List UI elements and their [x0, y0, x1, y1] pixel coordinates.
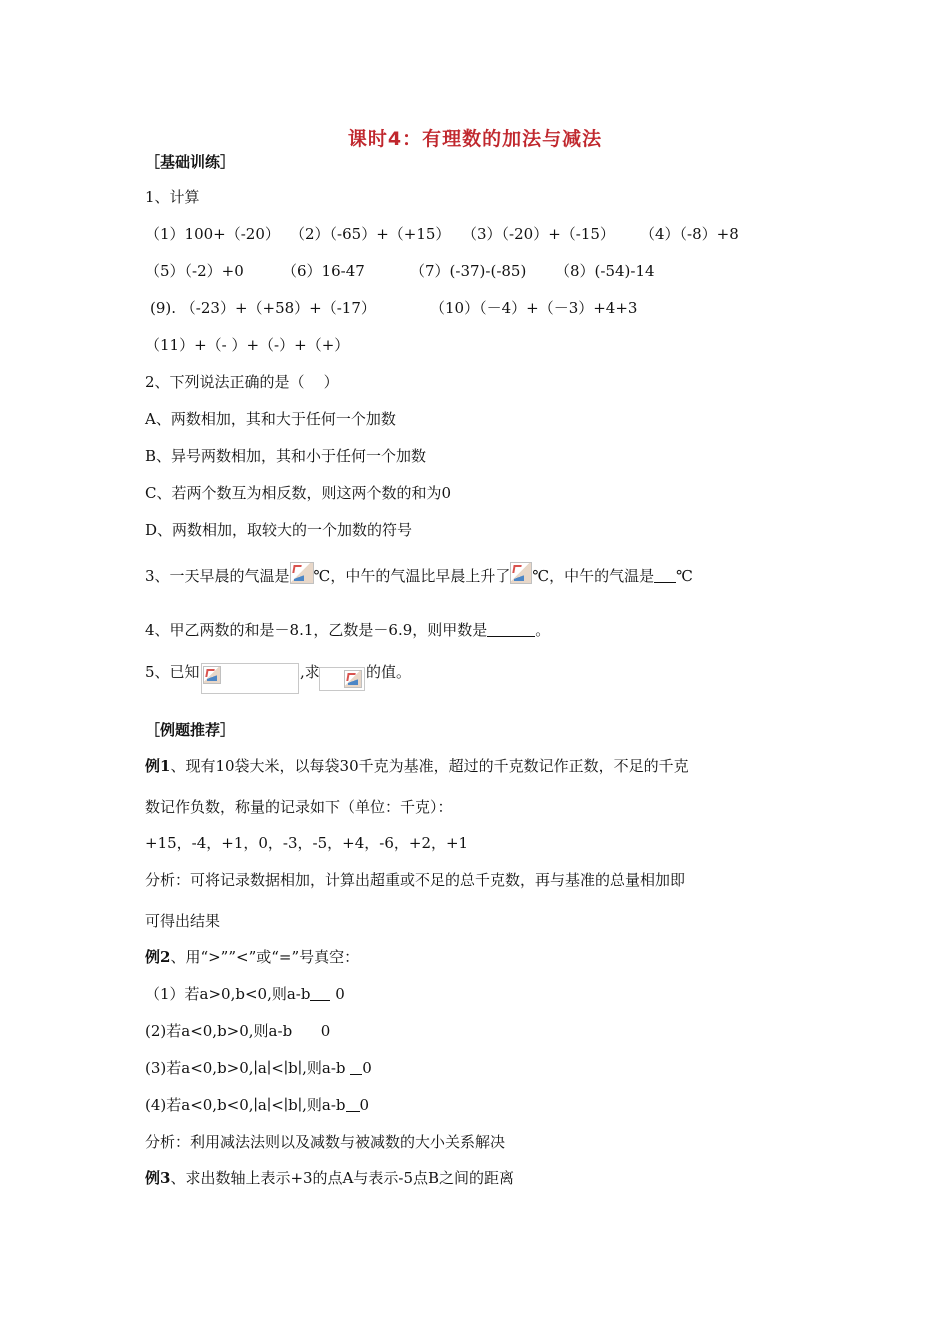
ex1-data: +15，-4，+1，0，-3，-5，+4，-6，+2，+1	[145, 834, 469, 852]
q1-item-3: （3）（-20）+（-15）	[462, 225, 615, 243]
answer-blank	[654, 568, 676, 583]
q1-item-9: (9). （-23）+（+58）+（-17）	[150, 299, 376, 317]
broken-image-icon	[510, 562, 532, 584]
q5-text-b: ,求	[300, 663, 320, 681]
ex1-analysis-1: 分析：可将记录数据相加，计算出超重或不足的总千克数，再与基准的总量相加即	[145, 871, 686, 889]
q1-item-11: （11）+（- ）+（-）+（+）	[145, 336, 350, 354]
q2-heading: 2、下列说法正确的是（ ）	[145, 373, 339, 391]
answer-blank	[310, 986, 330, 1001]
q1-item-4: （4）（-8）+8	[640, 225, 739, 243]
q5-text-c: 的值。	[366, 663, 412, 681]
ex1-analysis-2: 可得出结果	[145, 912, 221, 930]
ex3-line-1: 例3、求出数轴上表示+3的点A与表示-5点B之间的距离	[145, 1169, 515, 1187]
broken-image-icon	[290, 562, 314, 584]
q1-item-10: （10）（－4）+（－3）+4+3	[430, 299, 638, 317]
q4-line: 4、甲乙两数的和是－8.1，乙数是－6.9，则甲数是 。	[145, 621, 551, 639]
section-examples: ［例题推荐］	[145, 721, 236, 739]
answer-blank	[350, 1060, 362, 1075]
q1-item-2: （2）（-65）+（+15）	[290, 225, 451, 243]
q1-item-6: （6）16-47	[282, 262, 365, 280]
answer-blank	[487, 622, 535, 637]
q1-item-8: （8）(-54)-14	[555, 262, 655, 280]
answer-blank	[346, 1097, 360, 1112]
ex2-line-1: 例2、用“>””<”或“=”号真空：	[145, 948, 360, 966]
ex2-sub-2: (2)若a<0,b>0,则a-b 0	[145, 1022, 331, 1040]
q1-item-1: （1）100+（-20）	[145, 225, 280, 243]
ex2-analysis: 分析：利用减法法则以及减数与被减数的大小关系解决	[145, 1133, 506, 1151]
q1-item-7: （7）(-37)-(-85)	[410, 262, 527, 280]
page-title: 课时4：有理数的加法与减法	[347, 128, 603, 150]
q1-item-5: （5）（-2）+0	[145, 262, 244, 280]
q3-line: 3、一天早晨的气温是 ℃，中午的气温比早晨上升了 ℃，中午的气温是 ℃	[145, 562, 693, 586]
broken-image-icon	[203, 666, 221, 684]
ex1-line-2: 数记作负数，称量的记录如下（单位：千克）：	[145, 798, 453, 816]
ex1-line-1: 例1、现有10袋大米，以每袋30千克为基准，超过的千克数记作正数，不足的千克	[145, 757, 689, 775]
broken-image-icon	[344, 670, 362, 688]
q2-option-d: D、两数相加，取较大的一个加数的符号	[145, 521, 413, 539]
q5-text-a: 5、已知	[145, 663, 200, 681]
ex2-sub-4: (4)若a<0,b<0,∣a∣<∣b∣,则a-b 0	[145, 1096, 370, 1114]
q2-option-a: A、两数相加，其和大于任何一个加数	[145, 410, 396, 428]
q1-heading: 1、计算	[145, 188, 200, 206]
section-basic-training: ［基础训练］	[145, 153, 236, 171]
q2-option-b: B、异号两数相加，其和小于任何一个加数	[145, 447, 427, 465]
ex2-sub-1: （1）若a>0,b<0,则a-b 0	[145, 985, 345, 1003]
ex2-sub-3: (3)若a<0,b>0,∣a∣<∣b∣,则a-b 0	[145, 1059, 372, 1077]
q2-option-c: C、若两个数互为相反数，则这两个数的和为0	[145, 484, 452, 502]
